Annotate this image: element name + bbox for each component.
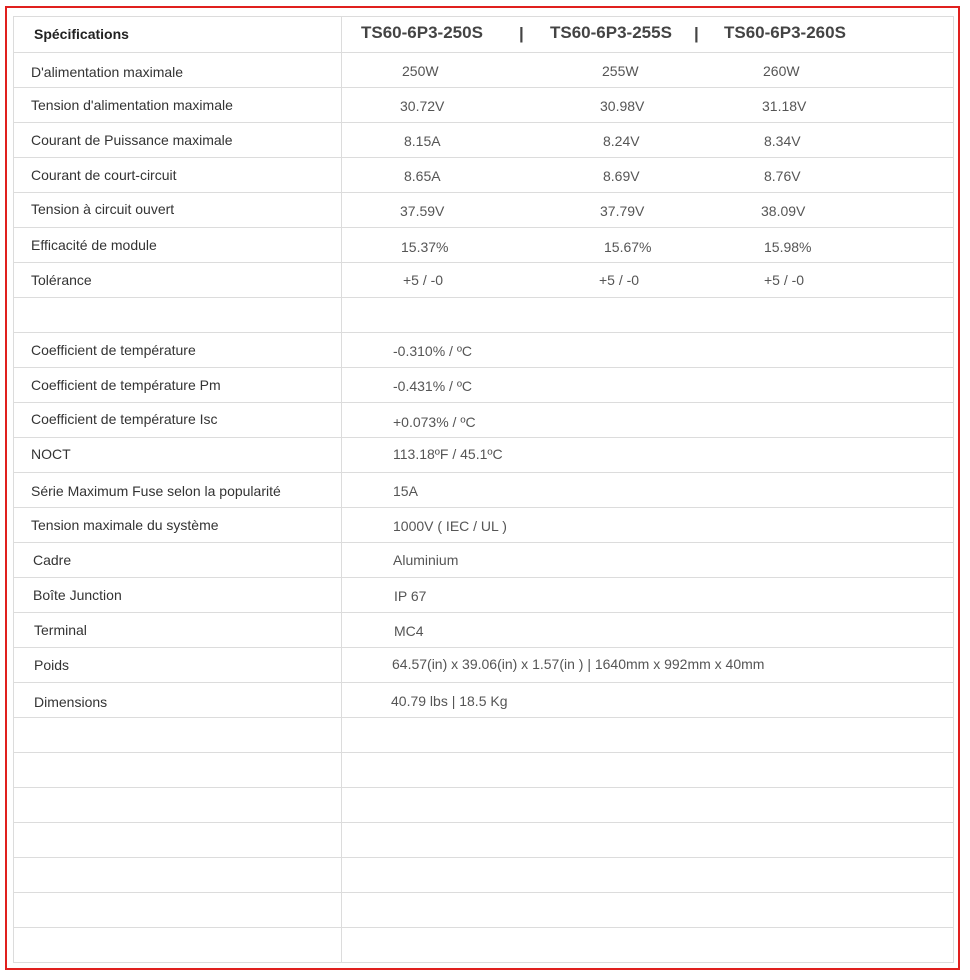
- row-value: 8.69V: [603, 168, 640, 184]
- row-label: Tolérance: [31, 272, 92, 288]
- row-label: Tension maximale du système: [31, 517, 219, 533]
- table-row: [13, 228, 954, 263]
- row-value: 8.34V: [764, 133, 801, 149]
- table-row: [13, 648, 954, 683]
- row-value: +5 / -0: [764, 272, 805, 288]
- row-value: 40.79 lbs | 18.5 Kg: [391, 693, 508, 709]
- model-1: TS60-6P3-250S: [361, 23, 483, 42]
- row-value: -0.431% / ºC: [393, 378, 473, 394]
- row-value: 64.57(in) x 39.06(in) x 1.57(in ) | 1640mm x 992mm x 40mm: [392, 656, 765, 672]
- row-value: 15.67%: [604, 239, 652, 255]
- table-row: [13, 123, 954, 158]
- table-row-empty: [13, 298, 954, 333]
- row-value: Aluminium: [393, 552, 459, 568]
- table-row-empty: [13, 823, 954, 858]
- row-value: 37.79V: [600, 203, 645, 219]
- row-label: Cadre: [33, 552, 72, 568]
- row-label: Efficacité de module: [31, 237, 157, 253]
- row-value: +5 / -0: [599, 272, 640, 288]
- row-value: +5 / -0: [403, 272, 444, 288]
- row-value: 30.98V: [600, 98, 645, 114]
- table-row: [13, 403, 954, 438]
- table-row-empty: [13, 858, 954, 893]
- row-value: 15.98%: [764, 239, 812, 255]
- table-header: [13, 16, 954, 53]
- header-separator: |: [694, 24, 699, 43]
- table-row-empty: [13, 753, 954, 788]
- row-label: NOCT: [31, 446, 71, 462]
- row-value: 37.59V: [400, 203, 445, 219]
- table-row: [13, 473, 954, 508]
- row-value: 8.15A: [404, 133, 441, 149]
- row-label: Coefficient de température Isc: [31, 411, 218, 427]
- table-row: [13, 333, 954, 368]
- row-value: 250W: [402, 63, 439, 79]
- table-row: [13, 368, 954, 403]
- row-value: 255W: [602, 63, 639, 79]
- table-row: [13, 263, 954, 298]
- row-value: 8.65A: [404, 168, 441, 184]
- row-value: 30.72V: [400, 98, 445, 114]
- row-label: Poids: [34, 657, 70, 673]
- row-value: 1000V ( IEC / UL ): [393, 518, 507, 534]
- header-separator: |: [519, 24, 524, 43]
- table-row: [13, 543, 954, 578]
- row-value: 8.76V: [764, 168, 801, 184]
- model-3: TS60-6P3-260S: [724, 23, 846, 42]
- table-row: [13, 193, 954, 228]
- row-value: MC4: [394, 623, 424, 639]
- table-row: [13, 508, 954, 543]
- table-row-empty: [13, 718, 954, 753]
- table-row-empty: [13, 788, 954, 823]
- table-row: [13, 613, 954, 648]
- row-label: D'alimentation maximale: [31, 64, 184, 80]
- table-row: [13, 438, 954, 473]
- row-label: Tension d'alimentation maximale: [31, 97, 233, 113]
- model-2: TS60-6P3-255S: [550, 23, 672, 42]
- table-row: [13, 578, 954, 613]
- row-label: Boîte Junction: [33, 587, 122, 603]
- row-label: Coefficient de température Pm: [31, 377, 221, 393]
- table-row: [13, 53, 954, 88]
- row-value: -0.310% / ºC: [393, 343, 473, 359]
- row-value: +0.073% / ºC: [393, 414, 476, 430]
- table-row: [13, 683, 954, 718]
- table-row: [13, 88, 954, 123]
- row-value: 15A: [393, 483, 418, 499]
- table-row-empty: [13, 893, 954, 928]
- row-label: Coefficient de température: [31, 342, 196, 358]
- table-row: [13, 158, 954, 193]
- row-label: Courant de Puissance maximale: [31, 132, 233, 148]
- row-label: Tension à circuit ouvert: [31, 201, 175, 217]
- row-value: 8.24V: [603, 133, 640, 149]
- row-label: Dimensions: [34, 694, 108, 710]
- row-label: Courant de court-circuit: [31, 167, 177, 183]
- row-value: 15.37%: [401, 239, 449, 255]
- row-value: 31.18V: [762, 98, 807, 114]
- row-value: IP 67: [394, 588, 427, 604]
- row-value: 260W: [763, 63, 800, 79]
- row-label: Terminal: [34, 622, 87, 638]
- row-label: Série Maximum Fuse selon la popularité: [31, 483, 281, 499]
- row-value: 38.09V: [761, 203, 806, 219]
- row-value: 113.18ºF / 45.1ºC: [393, 446, 503, 462]
- header-label: Spécifications: [34, 26, 129, 42]
